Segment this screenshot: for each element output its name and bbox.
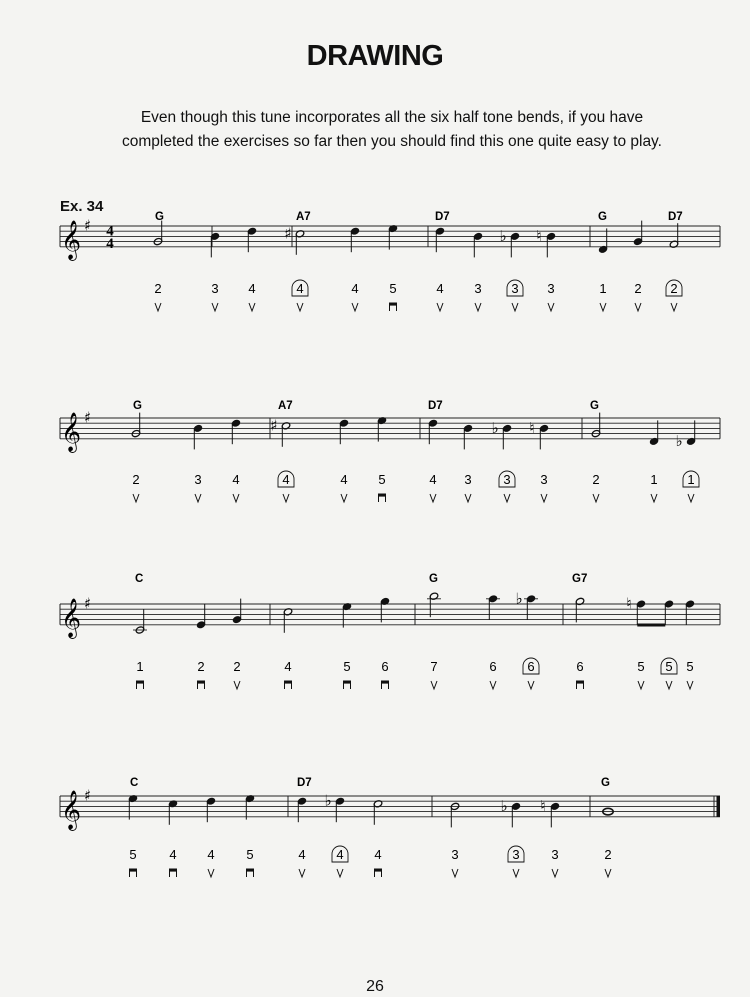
draw-icon [352, 303, 358, 311]
hole-number: 1 [599, 281, 607, 296]
intro-line-2: completed the exercises so far then you should find this one quite easy to play. [122, 133, 662, 150]
hole-number: 4 [232, 472, 240, 487]
note [626, 595, 645, 690]
draw-icon [437, 303, 443, 311]
note [575, 597, 585, 689]
draw-icon [475, 303, 481, 311]
draw-icon [452, 869, 458, 877]
sharp-icon: ♯ [284, 224, 292, 243]
hole-number: 4 [436, 281, 444, 296]
chord-symbol: C [135, 573, 144, 585]
draw-icon [297, 303, 303, 311]
staff-system [60, 400, 720, 502]
note [232, 599, 242, 689]
draw-icon [283, 494, 289, 502]
note [591, 413, 601, 502]
note [473, 232, 483, 311]
blow-icon-bar [247, 869, 254, 872]
treble-clef-icon: 𝄞 [61, 411, 82, 452]
staff-system [60, 777, 720, 877]
note [210, 232, 220, 311]
draw-icon [234, 681, 240, 689]
draw-icon [341, 494, 347, 502]
hole-number: 5 [686, 659, 694, 674]
note [450, 802, 460, 877]
chord-symbol: A7 [296, 211, 311, 223]
draw-icon [638, 681, 644, 689]
flat-icon: ♭ [324, 791, 332, 810]
draw-icon [552, 869, 558, 877]
note [463, 424, 473, 502]
blow-icon-bar [130, 869, 137, 872]
draw-icon [212, 303, 218, 311]
hole-number: 4 [351, 281, 359, 296]
chord-symbol: A7 [278, 400, 293, 412]
draw-icon [513, 869, 519, 877]
hole-number: 4 [207, 847, 215, 862]
note [247, 227, 257, 311]
hole-number: 3 [474, 281, 482, 296]
natural-icon: ♮ [540, 796, 546, 815]
note [529, 419, 548, 502]
note [131, 413, 141, 502]
key-sharp-icon: ♯ [84, 216, 92, 235]
draw-icon [593, 494, 599, 502]
hole-number: 2 [197, 659, 205, 674]
draw-icon [233, 494, 239, 502]
key-sharp-icon: ♯ [84, 786, 92, 805]
hole-number: 2 [592, 472, 600, 487]
treble-clef-icon: 𝄞 [61, 219, 82, 260]
hole-number: 3 [451, 847, 459, 862]
note [284, 224, 308, 311]
note [500, 797, 524, 877]
hole-number: 4 [169, 847, 177, 862]
note [297, 797, 307, 877]
note [339, 419, 349, 502]
blow-icon-bar [390, 303, 397, 306]
hole-number: 2 [132, 472, 140, 487]
draw-icon [651, 494, 657, 502]
hole-number: 2 [233, 659, 241, 674]
draw-icon [666, 681, 672, 689]
flat-icon: ♭ [675, 431, 683, 450]
chord-symbol: C [130, 777, 139, 789]
chord-symbol: G7 [572, 573, 588, 585]
chord-symbol: D7 [428, 400, 443, 412]
note [342, 602, 352, 689]
chord-symbol: D7 [297, 777, 312, 789]
draw-icon [600, 303, 606, 311]
blow-icon-bar [170, 869, 177, 872]
note [499, 227, 523, 311]
hole-number: 2 [154, 281, 162, 296]
hole-number: 4 [248, 281, 256, 296]
draw-icon [548, 303, 554, 311]
blow-icon-bar [577, 681, 584, 684]
hole-number: 4 [340, 472, 348, 487]
draw-icon [249, 303, 255, 311]
draw-icon [208, 869, 214, 877]
hole-number: 5 [637, 659, 645, 674]
draw-icon [133, 494, 139, 502]
hole-number: 4 [374, 847, 382, 862]
page-title: DRAWING [306, 40, 444, 72]
draw-icon [528, 681, 534, 689]
page-number: 26 [366, 978, 384, 995]
hole-number: 5 [389, 281, 397, 296]
chord-symbol: D7 [435, 211, 450, 223]
note [196, 604, 206, 689]
note [675, 420, 699, 502]
staff-system [60, 211, 720, 311]
natural-icon: ♮ [626, 594, 632, 613]
hole-number: 5 [665, 659, 673, 674]
draw-icon [337, 869, 343, 877]
draw-icon [671, 303, 677, 311]
hole-number: 6 [381, 659, 389, 674]
draw-icon [512, 303, 518, 311]
note [324, 792, 348, 877]
hole-number: 5 [343, 659, 351, 674]
time-sig-top: 4 [106, 223, 114, 240]
draw-icon [299, 869, 305, 877]
hole-number: 1 [650, 472, 658, 487]
draw-icon [504, 494, 510, 502]
staff-system [60, 573, 720, 689]
flat-icon: ♭ [515, 589, 523, 608]
note [685, 600, 695, 689]
draw-icon [195, 494, 201, 502]
blow-icon-bar [137, 681, 144, 684]
example-label: Ex. 34 [60, 198, 104, 215]
hole-number: 3 [551, 847, 559, 862]
draw-icon [687, 681, 693, 689]
note [649, 420, 659, 502]
note [435, 227, 445, 311]
hole-number: 4 [298, 847, 306, 862]
note [603, 808, 613, 877]
note [377, 416, 387, 502]
final-barline-thick [717, 796, 721, 817]
note [270, 416, 294, 502]
draw-icon [541, 494, 547, 502]
note [540, 797, 559, 877]
hole-number: 6 [489, 659, 497, 674]
note [153, 221, 163, 311]
key-sharp-icon: ♯ [84, 594, 92, 613]
chord-symbol: G [601, 777, 610, 789]
draw-icon [605, 869, 611, 877]
note [206, 797, 216, 877]
note [661, 600, 677, 689]
hole-number: 4 [429, 472, 437, 487]
draw-icon [430, 494, 436, 502]
hole-number: 4 [284, 659, 292, 674]
note [428, 419, 438, 502]
draw-icon [635, 303, 641, 311]
hole-number: 5 [378, 472, 386, 487]
hole-number: 3 [512, 847, 520, 862]
hole-number: 3 [464, 472, 472, 487]
hole-number: 3 [511, 281, 519, 296]
hole-number: 5 [129, 847, 137, 862]
hole-number: 3 [547, 281, 555, 296]
note [388, 224, 398, 311]
treble-clef-icon: 𝄞 [61, 789, 82, 830]
flat-icon: ♭ [491, 418, 499, 437]
hole-number: 2 [670, 281, 678, 296]
note [427, 592, 441, 689]
blow-icon-bar [344, 681, 351, 684]
treble-clef-icon: 𝄞 [61, 597, 82, 638]
note [491, 419, 515, 502]
hole-number: 7 [430, 659, 438, 674]
natural-icon: ♮ [529, 418, 535, 437]
chord-symbol: D7 [668, 211, 683, 223]
hole-number: 2 [634, 281, 642, 296]
draw-icon [155, 303, 161, 311]
hole-number: 3 [540, 472, 548, 487]
note [633, 221, 643, 311]
hole-number: 4 [296, 281, 304, 296]
chord-symbol: G [429, 573, 438, 585]
flat-icon: ♭ [500, 796, 508, 815]
hole-number: 6 [527, 659, 535, 674]
blow-icon-bar [379, 494, 386, 497]
note [536, 227, 555, 311]
hole-number: 5 [246, 847, 254, 862]
draw-icon [465, 494, 471, 502]
hole-number: 2 [604, 847, 612, 862]
hole-number: 4 [282, 472, 290, 487]
note [133, 609, 147, 689]
intro-line-1: Even though this tune incorporates all the six half tone bends, if you have [140, 109, 644, 126]
hole-number: 4 [336, 847, 344, 862]
draw-icon [431, 681, 437, 689]
chord-symbol: G [598, 211, 607, 223]
blow-icon-bar [198, 681, 205, 684]
natural-icon: ♮ [536, 226, 542, 245]
hole-number: 3 [194, 472, 202, 487]
blow-icon-bar [285, 681, 292, 684]
draw-icon [490, 681, 496, 689]
draw-icon [688, 494, 694, 502]
note [380, 597, 390, 689]
sharp-icon: ♯ [270, 416, 278, 435]
blow-icon-bar [382, 681, 389, 684]
hole-number: 6 [576, 659, 584, 674]
note [231, 419, 241, 502]
note [193, 424, 203, 502]
note [598, 228, 608, 311]
blow-icon-bar [375, 869, 382, 872]
chord-symbol: G [133, 400, 142, 412]
hole-number: 1 [687, 472, 695, 487]
chord-symbol: G [590, 400, 599, 412]
hole-number: 3 [503, 472, 511, 487]
note [350, 227, 360, 311]
time-sig-bottom: 4 [106, 235, 114, 252]
hole-number: 1 [136, 659, 144, 674]
hole-number: 3 [211, 281, 219, 296]
key-sharp-icon: ♯ [84, 408, 92, 427]
flat-icon: ♭ [499, 226, 507, 245]
chord-symbol: G [155, 211, 164, 223]
